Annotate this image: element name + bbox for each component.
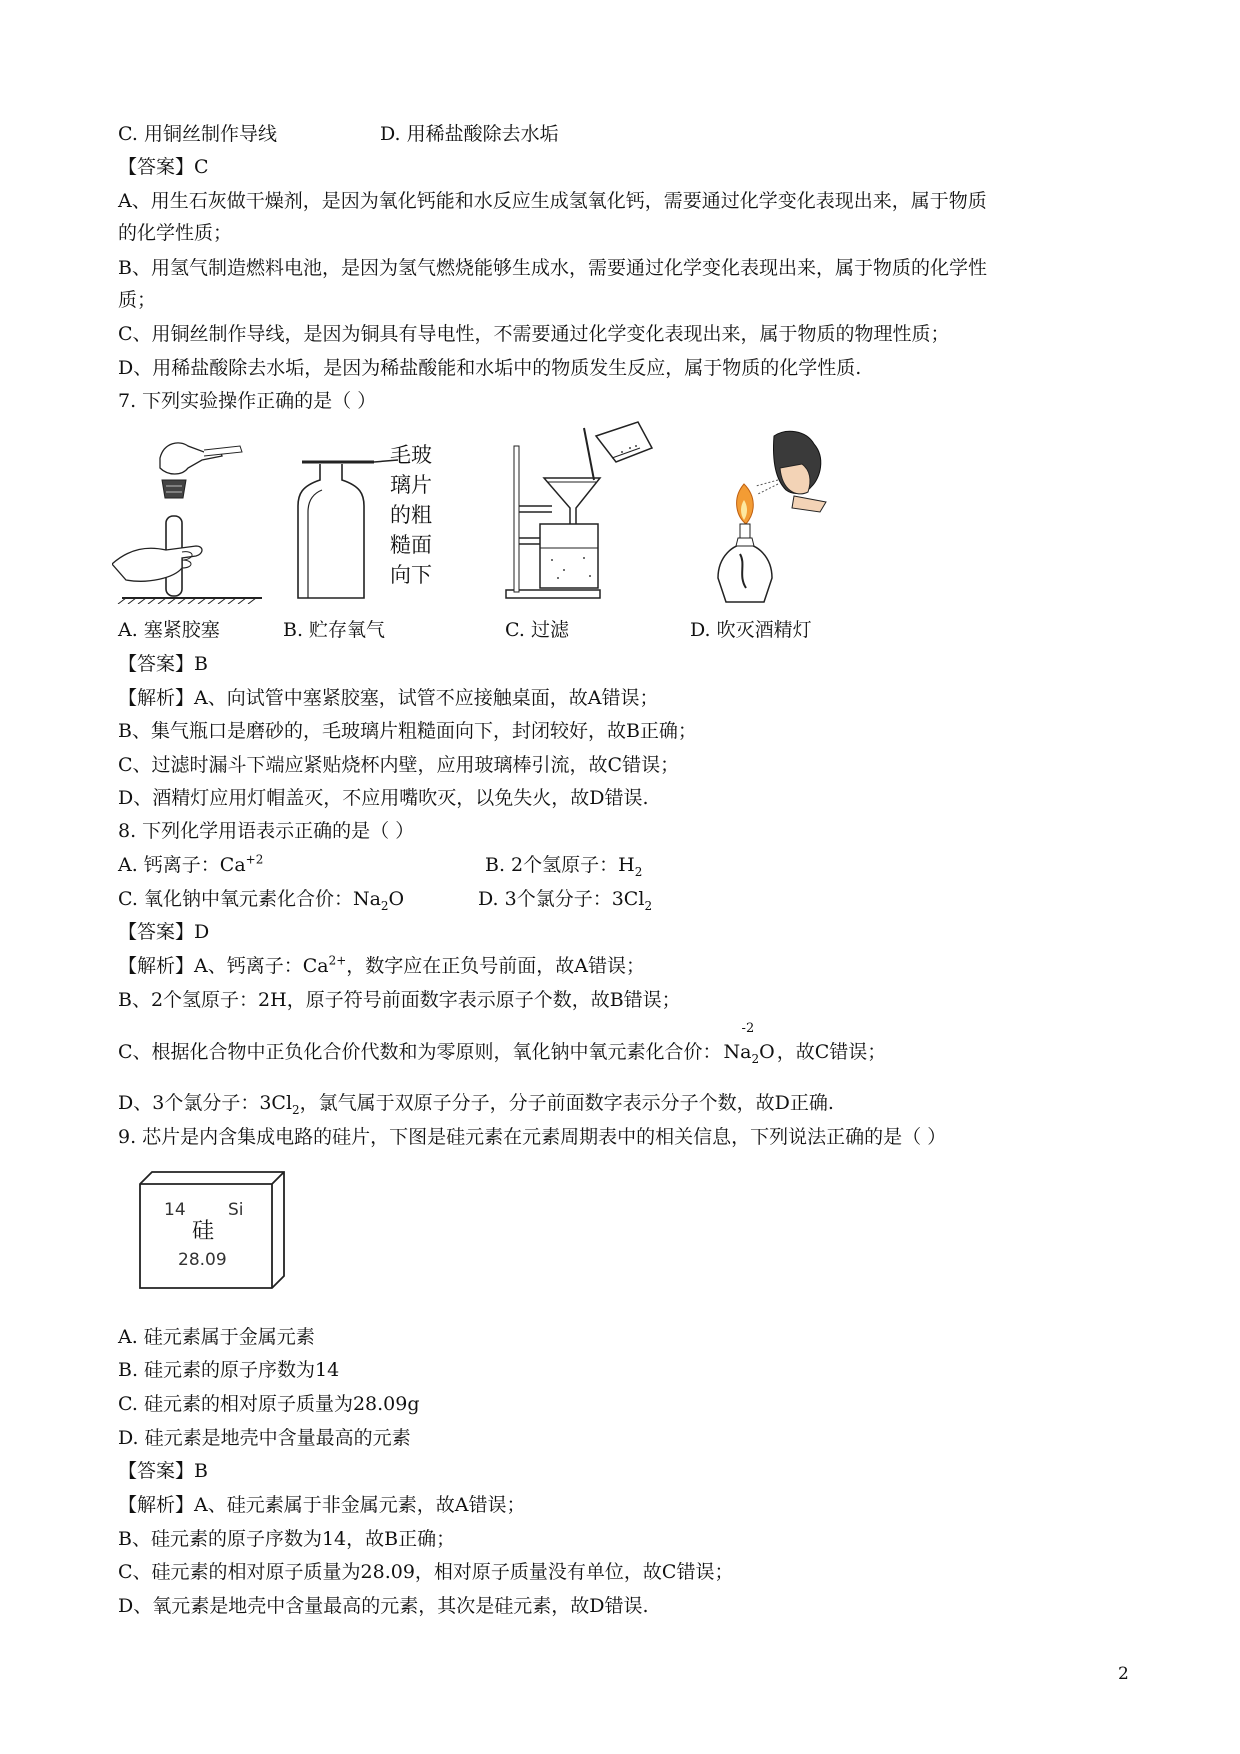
analysis-line: C、根据化合物中正负化合价代数和为零原则，氧化钠中氧元素化合价： -2 $Na_2O$ ，故C错误； [118, 1021, 887, 1066]
question-7-stem: 7. 下列实验操作正确的是（ ） [118, 390, 377, 412]
analysis-line: D、氧元素是地壳中含量最高的元素，其次是硅元素，故D错误. [118, 1595, 649, 1617]
page-number: 2 [1118, 1664, 1129, 1684]
q9-option-b: B. 硅元素的原子序数为14 [118, 1359, 340, 1381]
q8-option-a: A. 钙离子：$Ca^{+2}$ [118, 852, 264, 876]
analysis-line: 【解析】A、向试管中塞紧胶塞，试管不应接触桌面，故A错误； [118, 687, 659, 709]
q7-option-c: C. 过滤 [505, 619, 569, 641]
answer-q8: 【答案】D [118, 921, 210, 943]
q7-option-d: D. 吹灭酒精灯 [690, 619, 812, 641]
q8-option-d: D. 3个氯分子：$3Cl_2$ [478, 888, 653, 913]
answer-q6: 【答案】C [118, 156, 209, 178]
analysis-line: 质； [118, 289, 157, 311]
element-name: 硅 [192, 1219, 215, 1244]
analysis-line: D、3个氯分子：$3Cl_2$，氯气属于双原子分子，分子前面数字表示分子个数，故D正确. [118, 1092, 834, 1117]
analysis-line: 【解析】A、钙离子：$Ca^{2+}$，数字应在正负号前面，故A错误； [118, 953, 646, 977]
answer-q9: 【答案】B [118, 1460, 208, 1482]
q7-option-a: A. 塞紧胶塞 [118, 619, 220, 641]
atomic-number: 14 [164, 1200, 186, 1220]
analysis-line: B、2个氢原子：2H，原子符号前面数字表示原子个数，故B错误； [118, 989, 681, 1011]
answer-q7: 【答案】B [118, 653, 208, 675]
option-c: C. 用铜丝制作导线 [118, 123, 277, 145]
question-8-stem: 8. 下列化学用语表示正确的是（ ） [118, 820, 415, 842]
q7-option-b: B. 贮存氧气 [283, 619, 386, 641]
figure-label-line: 的粗 [390, 503, 432, 527]
analysis-line: B、硅元素的原子序数为14，故B正确； [118, 1528, 456, 1550]
analysis-line: A、用生石灰做干燥剂，是因为氧化钙能和水反应生成氢氧化钙，需要通过化学变化表现出来，属于物质 [118, 190, 987, 212]
figure-filtration [500, 418, 660, 604]
analysis-line: C、硅元素的相对原子质量为28.09，相对原子质量没有单位，故C错误； [118, 1561, 734, 1583]
figure-label-line: 糙面 [390, 533, 432, 557]
figure-alcohol-lamp [716, 428, 846, 606]
question-9-stem: 9. 芯片是内含集成电路的硅片，下图是硅元素在元素周期表中的相关信息，下列说法正确的是（ ） [118, 1126, 947, 1148]
sodium-oxide-valence: -2 $Na_2O$ [723, 1021, 775, 1066]
analysis-line: 的化学性质； [118, 222, 233, 244]
analysis-line: B、集气瓶口是磨砂的，毛玻璃片粗糙面向下，封闭较好，故B正确； [118, 720, 697, 742]
element-tile-silicon [138, 1170, 286, 1290]
q9-option-c: C. 硅元素的相对原子质量为28.09g [118, 1393, 420, 1415]
figure-insert-stopper [112, 428, 262, 604]
analysis-line: C、用铜丝制作导线，是因为铜具有导电性，不需要通过化学变化表现出来，属于物质的物理性质； [118, 323, 950, 345]
figure-label-line: 璃片 [390, 473, 432, 497]
q9-option-a: A. 硅元素属于金属元素 [118, 1326, 315, 1348]
figure-label-line: 向下 [390, 563, 432, 587]
element-symbol: Si [228, 1200, 244, 1220]
analysis-line: C、过滤时漏斗下端应紧贴烧杯内壁，应用玻璃棒引流，故C错误； [118, 754, 680, 776]
option-d: D. 用稀盐酸除去水垢 [380, 123, 559, 145]
figure-label-line: 毛玻 [390, 443, 432, 467]
analysis-line: 【解析】A、硅元素属于非金属元素，故A错误； [118, 1494, 526, 1516]
analysis-line: B、用氢气制造燃料电池，是因为氢气燃烧能够生成水，需要通过化学变化表现出来，属于物质的化学性 [118, 257, 987, 279]
q8-option-c: C. 氧化钠中氧元素化合价：$Na_2O$ [118, 888, 405, 913]
q8-option-b: B. 2个氢原子：$H_2$ [485, 854, 643, 879]
atomic-mass: 28.09 [178, 1250, 227, 1270]
analysis-line: D、用稀盐酸除去水垢，是因为稀盐酸能和水垢中的物质发生反应，属于物质的化学性质. [118, 357, 862, 379]
analysis-line: D、酒精灯应用灯帽盖灭，不应用嘴吹灭，以免失火，故D错误. [118, 787, 649, 809]
q9-option-d: D. 硅元素是地壳中含量最高的元素 [118, 1427, 411, 1449]
